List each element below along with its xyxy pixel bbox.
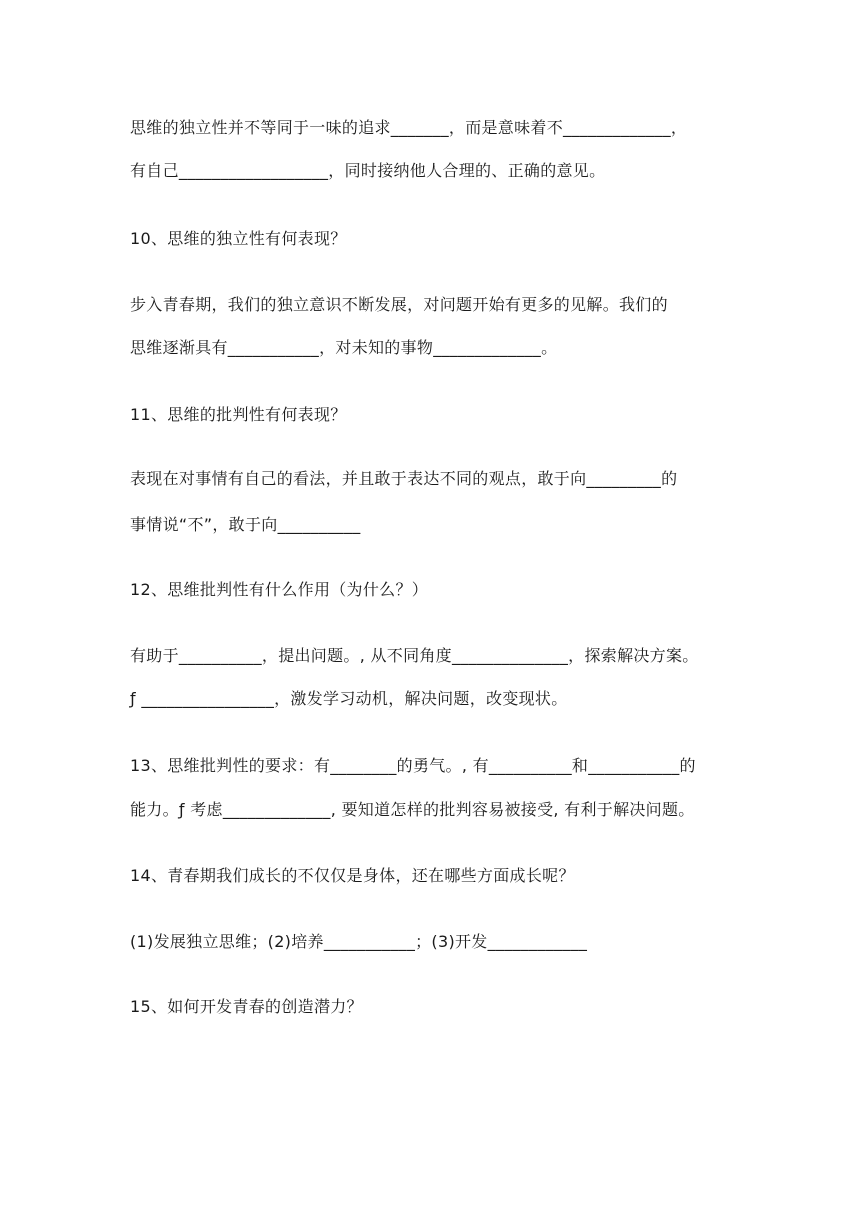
text-line: 步入青春期，我们的独立意识不断发展，对问题开始有更多的见解。我们的 — [130, 295, 668, 314]
question-heading: 10、思维的独立性有何表现？ — [130, 229, 347, 248]
text-line: 能力。ƒ 考虑_____________, 要知道怎样的批判容易被接受, 有利于解决问题。 — [130, 800, 695, 819]
text-line: 思维的独立性并不等同于一味的追求_______，而是意味着不_____________， — [130, 118, 688, 137]
question-heading: 13、思维批判性的要求：有________的勇气。, 有__________和___________的 — [130, 756, 696, 775]
text-line: 有助于__________，提出问题。, 从不同角度______________，探索解决方案。 — [130, 646, 699, 665]
text-line: ƒ ________________，激发学习动机，解决问题，改变现状。 — [130, 689, 568, 708]
text-line: (1)发展独立思维；(2)培养___________；(3)开发____________ — [130, 932, 588, 951]
text-line: 事情说“不”，敢于向__________ — [130, 515, 361, 534]
question-heading: 15、如何开发青春的创造潜力？ — [130, 997, 363, 1016]
text-line: 表现在对事情有自己的看法，并且敢于表达不同的观点，敢于向_________的 — [130, 469, 678, 488]
question-heading: 11、思维的批判性有何表现？ — [130, 405, 347, 424]
question-heading: 12、思维批判性有什么作用（为什么？） — [130, 580, 429, 599]
text-line: 有自己__________________，同时接纳他人合理的、正确的意见。 — [130, 161, 606, 180]
question-heading: 14、青春期我们成长的不仅仅是身体，还在哪些方面成长呢？ — [130, 866, 575, 885]
text-line: 思维逐渐具有___________，对未知的事物_____________。 — [130, 338, 558, 357]
